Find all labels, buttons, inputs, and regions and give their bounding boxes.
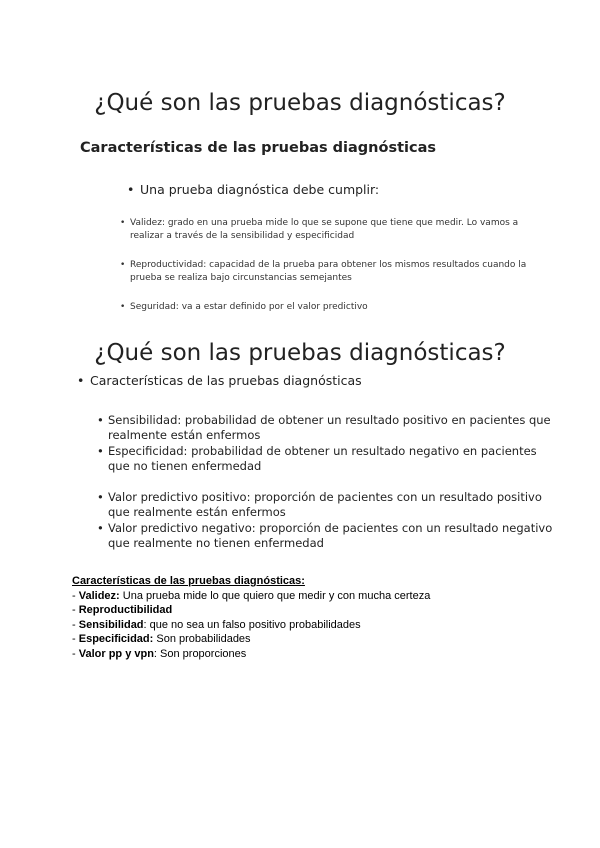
slide1-title: ¿Qué son las pruebas diagnósticas? xyxy=(94,90,506,116)
item-line: Valor predictivo positivo: proporción de pacientes con un resultado positivo xyxy=(108,490,542,504)
note-term: Reproductibilidad xyxy=(78,604,173,616)
note-text: : Son proporciones xyxy=(153,647,247,660)
item-line: Reproductividad: capacidad de la prueba para obtener los mismos resultados cuando la xyxy=(130,260,527,270)
slide2-item-especificidad xyxy=(108,444,537,474)
item-line: Valor predictivo negativo: proporción de pacientes con un resultado negativo xyxy=(108,521,553,535)
slide1-item-validez xyxy=(130,217,518,243)
note-prefix: - xyxy=(72,589,79,602)
slide2-bullet: • Características de las pruebas diagnósticas xyxy=(90,373,362,388)
note-line xyxy=(72,603,430,618)
note-prefix: - xyxy=(72,604,79,616)
note-prefix: - xyxy=(72,647,79,660)
item-line: Seguridad: va a estar definido por el valor predictivo xyxy=(130,302,368,312)
item-line: prueba se realiza bajo circunstancias semejantes xyxy=(130,273,352,283)
slide1-bullet: • Una prueba diagnóstica debe cumplir: xyxy=(140,182,379,197)
slide2-item-sensibilidad xyxy=(108,413,551,443)
item-line: realmente están enfermos xyxy=(108,428,261,442)
slide1-subtitle: Características de las pruebas diagnósticas xyxy=(80,140,437,156)
note-term: Sensibilidad xyxy=(78,618,144,631)
item-line: que realmente están enfermos xyxy=(108,505,286,519)
note-text: Son probabilidades xyxy=(153,633,251,645)
note-line xyxy=(72,589,430,604)
item-line: que no tienen enfermedad xyxy=(108,459,262,473)
item-line: realizar a través de la sensibilidad y especificidad xyxy=(130,231,355,241)
note-prefix: - xyxy=(72,633,79,645)
note-prefix: - xyxy=(72,618,79,631)
item-line: Sensibilidad: probabilidad de obtener un resultado positivo en pacientes que xyxy=(108,413,551,427)
notes-title: Características de las pruebas diagnósticas: xyxy=(72,575,305,587)
slide1-item-reproductividad xyxy=(130,259,526,285)
note-text: Una prueba mide lo que quiero que medir y con mucha certeza xyxy=(119,589,431,602)
slide2-item-vpn xyxy=(108,521,552,551)
slide2-title: ¿Qué son las pruebas diagnósticas? xyxy=(94,340,506,366)
item-line: Especificidad: probabilidad de obtener un resultado negativo en pacientes xyxy=(108,444,537,458)
note-term: Especificidad: xyxy=(78,633,154,645)
slide2-item-vpp xyxy=(108,490,542,520)
slide1-item-seguridad xyxy=(130,301,368,314)
note-line xyxy=(72,632,430,647)
item-line: que realmente no tienen enfermedad xyxy=(108,536,324,550)
item-line: Validez: grado en una prueba mide lo que se supone que tiene que medir. Lo vamos a xyxy=(130,218,519,228)
note-term: Validez: xyxy=(78,589,120,602)
note-line xyxy=(72,618,430,633)
note-text: : que no sea un falso positivo probabilidades xyxy=(143,618,361,631)
note-term: Valor pp y vpn xyxy=(78,647,154,660)
note-line xyxy=(72,647,430,662)
notes-section xyxy=(72,574,430,661)
